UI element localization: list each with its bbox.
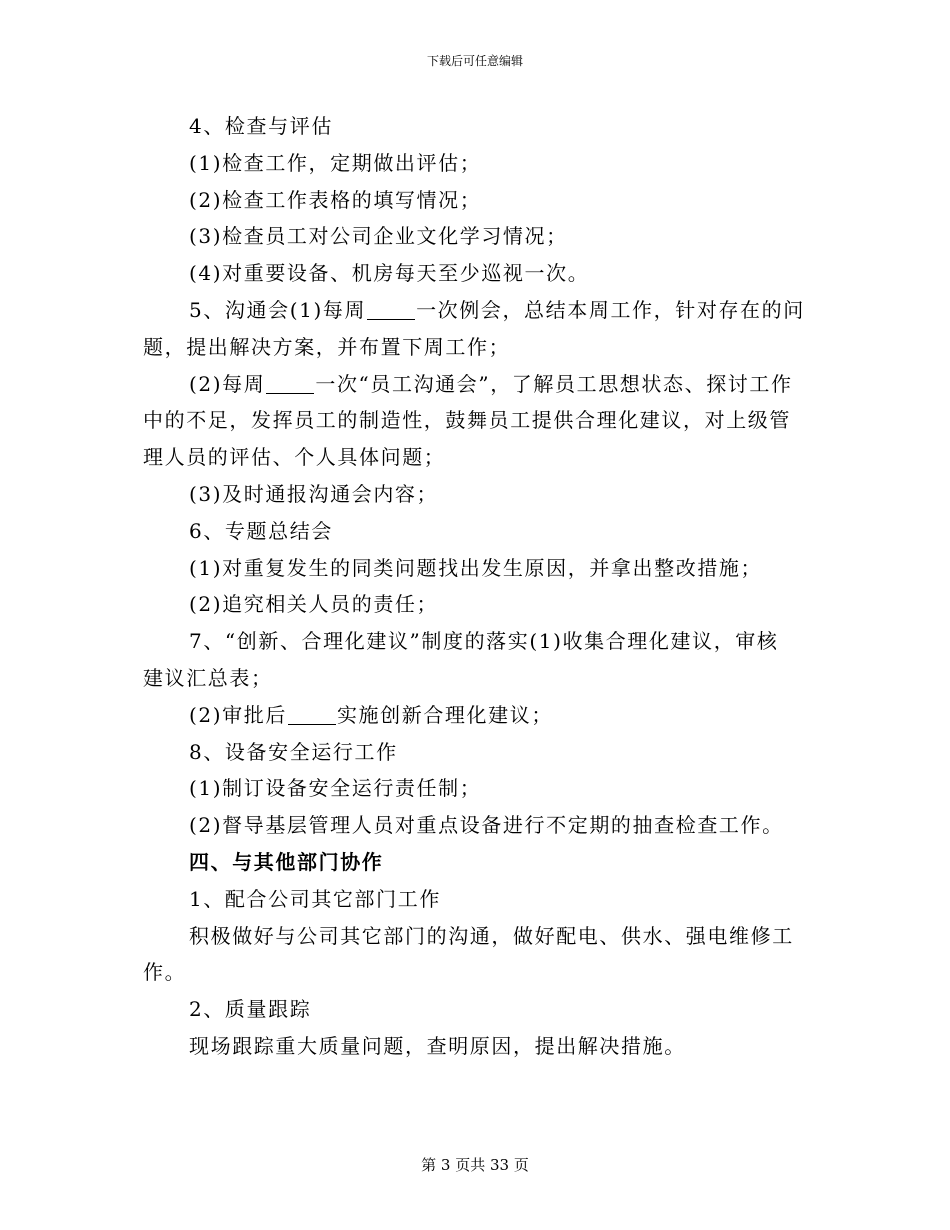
section-heading: 8、设备安全运行工作	[189, 739, 398, 764]
fill-blank	[266, 373, 314, 394]
paragraph-line: 作。	[143, 960, 187, 985]
list-item: (3)及时通报沟通会内容；	[189, 481, 439, 506]
paragraph-line	[143, 292, 811, 329]
paragraph-line: 题，提出解决方案，并布置下周工作；	[143, 334, 511, 359]
text-segment: (2)审批后	[189, 702, 287, 727]
text-segment: 5、沟通会(1)每周	[189, 297, 367, 322]
list-item: (3)检查员工对公司企业文化学习情况；	[189, 224, 568, 249]
text-segment: (2)每周	[189, 371, 266, 396]
text-segment: 实施创新合理化建议；	[336, 702, 553, 727]
paragraph-line: 7、“创新、合理化建议”制度的落实(1)收集合理化建议，审核	[189, 629, 779, 654]
section-heading: 1、配合公司其它部门工作	[189, 886, 441, 911]
list-item: (1)对重复发生的同类问题找出发生原因，并拿出整改措施；	[189, 555, 763, 580]
list-item: (4)对重要设备、机房每天至少巡视一次。	[189, 261, 590, 286]
page-header: 下载后可任意编辑	[426, 54, 523, 68]
text-segment: 一次例会，总结本周工作，针对存在的问	[416, 297, 805, 322]
paragraph-line	[143, 366, 811, 403]
section-heading: 4、检查与评估	[189, 114, 333, 138]
list-item: (2)检查工作表格的填写情况；	[189, 187, 482, 212]
fill-blank	[367, 299, 415, 320]
list-item: (2)追究相关人员的责任；	[189, 592, 439, 617]
fill-blank	[288, 704, 336, 725]
list-item: (2)督导基层管理人员对重点设备进行不定期的抽查检查工作。	[189, 813, 784, 838]
section-heading: 2、质量跟踪	[189, 997, 312, 1022]
page-number: 第 3 页共 33 页	[421, 1156, 529, 1174]
paragraph-line: 建议汇总表；	[143, 665, 273, 690]
paragraph-line: 现场跟踪重大质量问题，查明原因，提出解决措施。	[189, 1033, 686, 1058]
paragraph-line	[143, 697, 811, 734]
section-heading: 6、专题总结会	[189, 518, 333, 543]
paragraph-line: 中的不足，发挥员工的制造性，鼓舞员工提供合理化建议，对上级管	[143, 408, 791, 433]
list-item: (1)检查工作，定期做出评估；	[189, 150, 482, 175]
paragraph-line: 积极做好与公司其它部门的沟通，做好配电、供水、强电维修工	[189, 923, 794, 948]
document-body	[143, 108, 811, 1065]
paragraph-line: 理人员的评估、个人具体问题；	[143, 445, 446, 470]
text-segment: 一次“员工沟通会”，了解员工思想状态、探讨工作	[315, 371, 793, 396]
list-item: (1)制订设备安全运行责任制；	[189, 776, 482, 801]
chapter-heading: 四、与其他部门协作	[189, 849, 384, 874]
